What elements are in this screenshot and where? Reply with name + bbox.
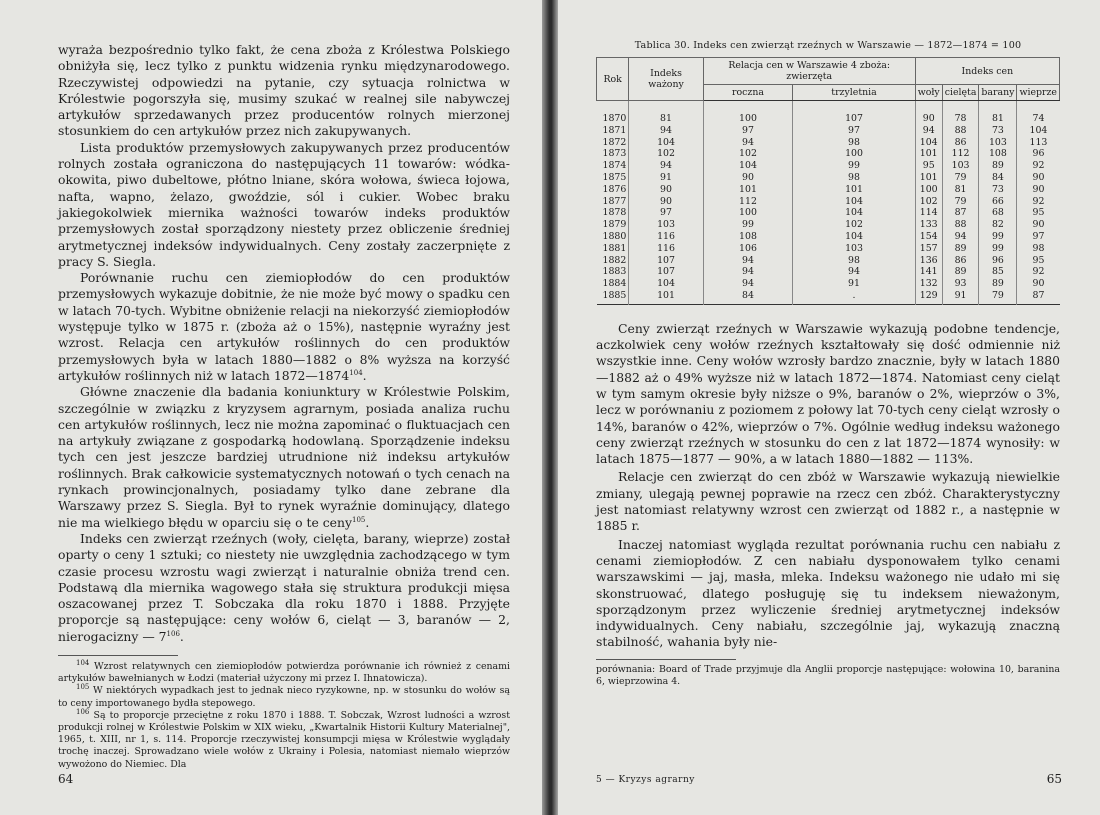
table-row	[597, 278, 1060, 290]
paragraph: Ceny zwierząt rzeźnych w Warszawie wykazują podobne tendencje, aczkolwiek ceny wołów rzeźnych kształtowały się dość odmiennie niż wszystkie inne. Ceny wołów wzrosły bardzo znacznie, były w latach 1880—1882 aż o 49% wyższe niż w latach 1872—1874. Natomiast ceny cieląt w tym samym okresie były niższe o 9%, baranów o 2%, wieprzów o 3%, lecz w porównaniu z poziomem z połowy lat 70-tych ceny cieląt wzrosły o 14%, baranów o 42%, wieprzów o 7%. Ogólnie według indeksu ważonego ceny zwierząt rzeźnych w stosunku do cen z lat 1872—1874 wynosiły: w latach 1875—1877 — 90%, a w latach 1880—1882 — 113%.	[596, 320, 1060, 467]
table-cell: 113	[1017, 137, 1060, 149]
header-woly: woły	[915, 85, 942, 101]
table-cell: 96	[979, 255, 1017, 267]
table-cell: 79	[942, 196, 979, 208]
table-cell: 97	[629, 207, 703, 219]
table-cell: 103	[629, 219, 703, 231]
table-cell: 133	[915, 219, 942, 231]
table-cell: 82	[979, 219, 1017, 231]
table-cell: 94	[942, 231, 979, 243]
table-cell: 129	[915, 290, 942, 304]
table-cell: 103	[793, 243, 915, 255]
table-cell: 94	[703, 137, 793, 149]
table-cell: 104	[703, 160, 793, 172]
table-cell: 78	[942, 101, 979, 125]
table-cell: 97	[703, 125, 793, 137]
table-row	[597, 266, 1060, 278]
table-cell: 1878	[602, 207, 627, 219]
table-cell: 102	[629, 148, 703, 160]
table-cell: 84	[703, 290, 793, 304]
footnote-divider	[596, 659, 736, 660]
table-cell: 108	[703, 231, 793, 243]
header-indeks-cen: Indeks cen	[915, 58, 1059, 85]
table-cell: 104	[793, 231, 915, 243]
table-cell: .	[793, 290, 915, 304]
table-cell: 100	[915, 184, 942, 196]
table-cell: 1880	[602, 230, 627, 242]
table-cell: 114	[915, 207, 942, 219]
table-cell: 91	[629, 172, 703, 184]
paragraph: Indeks cen zwierząt rzeźnych (woły, cielęta, barany, wieprze) został oparty o ceny 1 sztuki; co niestety nie uwzględnia zachodzącego w tym czasie procesu wzrostu wagi zwierząt i naturalnie obniża trend cen. Podstawą dla miernika wagowego stała się struktura produkcji mięsa oszacowanej przez T. Sobczaka dla roku 1870 i 1888. Przyjęte proporcje są następujące: ceny wołów 6, cieląt — 3, baranów — 2, nierogacizny — $7^{106}$.	[58, 530, 510, 644]
header-indeks-wazony: Indeks ważony	[629, 58, 703, 101]
footnotes	[58, 658, 511, 771]
left-page	[0, 0, 542, 815]
table-cell: 94	[629, 125, 703, 137]
price-index-table	[596, 57, 1060, 305]
table-cell: 1882	[602, 254, 627, 266]
table-cell: 101	[703, 184, 793, 196]
table-cell: 106	[703, 243, 793, 255]
table-cell: 98	[1017, 243, 1060, 255]
table-cell: 86	[942, 137, 979, 149]
table-cell: 81	[942, 184, 979, 196]
paragraph: Relacje cen zwierząt do cen zbóż w Warszawie wykazują niewielkie zmiany, ulegają pewnej poprawie na rzecz cen zbóż. Charakterystyczny jest natomiast relatywny wzrost cen zwierząt od 1882 r., a następnie w 1885 r.	[596, 469, 1060, 534]
table-cell: 1877	[602, 195, 627, 207]
table-cell: 66	[979, 196, 1017, 208]
table-cell: 81	[629, 101, 703, 125]
table-cell: 104	[1017, 125, 1060, 137]
table-cell: 102	[703, 148, 793, 160]
table-cell: 101	[915, 172, 942, 184]
table-cell: 102	[915, 196, 942, 208]
table-cell: 102	[793, 219, 915, 231]
table-cell: 101	[915, 148, 942, 160]
signature-mark: 5 — Kryzys agrarny	[596, 775, 695, 785]
table-cell: 97	[1017, 231, 1060, 243]
right-body-text	[596, 321, 1060, 651]
table-cell: 95	[915, 160, 942, 172]
table-title: Tablica 30. Indeks cen zwierząt rzeźnych w Warszawie — 1872—1874 = 100	[634, 40, 1022, 51]
table-cell: 87	[1017, 290, 1060, 304]
table-cell: 104	[629, 278, 703, 290]
table-cell: 107	[629, 266, 703, 278]
table-row	[597, 172, 1060, 184]
table-cell: 98	[793, 172, 915, 184]
table-cell: 92	[1017, 160, 1060, 172]
right-page	[558, 0, 1100, 815]
table-row	[597, 160, 1060, 172]
table-cell: 96	[1017, 148, 1060, 160]
table-row	[597, 231, 1060, 243]
footnote-ref: 106	[166, 629, 180, 638]
table-cell: 99	[979, 231, 1017, 243]
table-cell: 154	[915, 231, 942, 243]
table-cell: 91	[942, 290, 979, 304]
table-row	[597, 219, 1060, 231]
table-cell: 94	[703, 278, 793, 290]
table-cell: 101	[793, 184, 915, 196]
table-cell: 89	[979, 160, 1017, 172]
table-cell: 98	[793, 255, 915, 267]
table-cell: 1881	[602, 242, 627, 254]
table-cell: 74	[1017, 101, 1060, 125]
table-cell: 108	[979, 148, 1017, 160]
table-cell: 89	[979, 278, 1017, 290]
paragraph: Porównanie ruchu cen ziemiopłodów do cen produktów przemysłowych wykazuje dobitnie, że nie może być mowy o spadku cen w latach 70-tych. Wybitne obniżenie relacji na niekorzyść ziemiopłodów występuje tylko w 1875 r. (zboża aż o 15%), następnie wyraźny jest wzrost. Relacja cen artykułów roślinnych do cen produktów przemysłowych była w latach 1880—1882 o 8% wyższa na korzyść artykułów roślinnych niż w latach 1872—1874$^{104}$.	[58, 270, 510, 383]
table-cell: 73	[979, 184, 1017, 196]
table-cell: 99	[793, 160, 915, 172]
table-cell: 116	[629, 231, 703, 243]
table-row	[597, 255, 1060, 267]
table-cell: 94	[629, 160, 703, 172]
table-cell: 112	[703, 196, 793, 208]
table-cell: 79	[942, 172, 979, 184]
table-cell: 94	[793, 266, 915, 278]
table-cell: 1885	[602, 289, 627, 301]
table-cell: 141	[915, 266, 942, 278]
table-cell: 99	[703, 219, 793, 231]
table-cell: 100	[703, 207, 793, 219]
table-cell: 95	[1017, 255, 1060, 267]
table-cell: 1873	[602, 148, 627, 160]
table-cell: 1876	[602, 183, 627, 195]
table-cell: 90	[1017, 219, 1060, 231]
header-trzyletnia: trzyletnia	[793, 85, 915, 101]
table-cell: 90	[1017, 278, 1060, 290]
table-cell: 104	[793, 196, 915, 208]
table-row	[597, 125, 1060, 137]
paragraph: Lista produktów przemysłowych zakupywanych przez producentów rolnych została ograniczona do następujących 11 towarów: wódka-okowita, piwo dubeltowe, płótno lniane, skóra wołowa, świeca łojowa, nafta, wapno, żelazo, gwoździe, sól i cukier. Wobec braku jakiegokolwiek miernika ważności towarów indeks produktów przemysłowych został sporządzony niestety przez obliczenie średniej arytmetycznej indeksów indywidualnych. Ceny zostały zaczerpnięte z pracy S. Siegla.	[58, 139, 510, 269]
table-cell: 136	[915, 255, 942, 267]
paragraph: Główne znaczenie dla badania koniunktury w Królestwie Polskim, szczególnie w związku z kryzysem agrarnym, posiada analiza ruchu cen artykułów roślinnych, lecz nie można zapominać o fluktuacjach cen na artykuły związane z gospodarką hodowlaną. Sporządzenie indeksu tych cen jest jeszcze bardziej utrudnione niż indeksu artykułów roślinnych. Brak całkowicie systematycznych notowań o tych cenach na rynkach prowincjonalnych, posiadamy tylko dane zebrane dla Warszawy przez S. Siegla. Był to rynek wyraźnie dominujący, dlatego nie ma wielkiego błędu w oparciu się o te ceny$^{105}$.	[58, 384, 510, 530]
table-cell: 112	[942, 148, 979, 160]
table-cell: 90	[1017, 184, 1060, 196]
table-cell: 92	[1017, 266, 1060, 278]
table-body	[597, 101, 1060, 305]
table-row	[597, 137, 1060, 149]
footnote-ref: 104	[349, 368, 363, 377]
table-row	[597, 196, 1060, 208]
table-cell: 92	[1017, 196, 1060, 208]
table-cell: 88	[942, 125, 979, 137]
table-row	[597, 101, 1060, 125]
table-cell: 90	[1017, 172, 1060, 184]
table-cell: 90	[629, 196, 703, 208]
table-cell: 90	[915, 101, 942, 125]
book-gutter	[542, 0, 558, 815]
header-rok: Rok	[597, 58, 629, 101]
table-cell: 87	[942, 207, 979, 219]
table-cell: 1875	[602, 171, 627, 183]
page-number: 64	[58, 772, 74, 786]
table-cell: 98	[793, 137, 915, 149]
table-cell: 1879	[602, 219, 627, 231]
table-cell: 93	[942, 278, 979, 290]
paragraph: wyraża bezpośrednio tylko fakt, że cena zboża z Królestwa Polskiego obniżyła się, lecz tylko z punktu widzenia rynku międzynarodowego. Rzeczywistej odpowiedzi na pytanie, czy sytuacja rolnictwa w Królestwie pogorszyła się, musimy szukać w realnej sile nabywczej artykułów sprzedawanych przez producentów rolnych mierzonej stosunkiem do cen artykułów przez nich zakupywanych.	[58, 42, 510, 139]
table-cell: 1874	[602, 160, 627, 172]
page-number: 65	[1046, 772, 1062, 786]
table-cell: 1872	[602, 136, 627, 148]
table-cell: 84	[979, 172, 1017, 184]
left-body-text	[58, 42, 510, 645]
table-row	[597, 148, 1060, 160]
table-cell: 89	[942, 266, 979, 278]
table-cell: 132	[915, 278, 942, 290]
table-cell: 103	[979, 137, 1017, 149]
table-row	[597, 207, 1060, 219]
header-wieprze: wieprze	[1017, 85, 1060, 101]
footnote: $^{104}$ Wzrost relatywnych cen ziemiopłodów potwierdza porównanie ich również z cenami artykułów bawełnianych w Łodzi (materiał użyczony mi przez I. Ihnatowicza).	[58, 658, 511, 685]
table-cell: 116	[629, 243, 703, 255]
table-cell: 101	[629, 290, 703, 304]
footnote: porównania: Board of Trade przyjmuje dla Anglii proporcje następujące: wołowina 10, baranina 6, wieprzowina 4.	[596, 663, 1060, 687]
header-barany: barany	[979, 85, 1017, 101]
table-cell: 86	[942, 255, 979, 267]
table-cell: 94	[915, 125, 942, 137]
table-cell: 91	[793, 278, 915, 290]
table-row	[597, 184, 1060, 196]
footnote-ref: 105	[351, 515, 366, 524]
table-cell: 1871	[602, 124, 627, 136]
table-cell: 103	[942, 160, 979, 172]
table-cell: 99	[979, 243, 1017, 255]
table-cell: 104	[629, 137, 703, 149]
table-row	[597, 243, 1060, 255]
table-cell: 81	[979, 101, 1017, 125]
table-cell: 107	[629, 255, 703, 267]
table-cell: 107	[793, 101, 915, 125]
table-cell: 73	[979, 125, 1017, 137]
table-cell: 95	[1017, 207, 1060, 219]
paragraph: Inaczej natomiast wygląda rezultat porównania ruchu cen nabiału z cenami ziemiopłodów. Z cen nabiału dysponowałem tylko cenami warszawskimi — jaj, masła, mleka. Indeksu ważonego nie udało mi się skonstruować, dlatego posługuję się tu indeksem nieważonym, sporządzonym przez wyliczenie średniej arytmetycznej indeksów indywidualnych. Ceny nabiału, szczególnie jaj, wykazują znaczną stabilność, wahania były nie-	[596, 536, 1060, 650]
table-cell: 94	[703, 255, 793, 267]
table-cell: 79	[979, 290, 1017, 304]
table-cell: 90	[629, 184, 703, 196]
table-cell: 1883	[602, 266, 627, 278]
table-cell: 88	[942, 219, 979, 231]
table-cell: 85	[979, 266, 1017, 278]
header-cieleta: cielęta	[942, 85, 979, 101]
table-cell: 104	[915, 137, 942, 149]
table-cell: 104	[793, 207, 915, 219]
header-relacja: Relacja cen w Warszawie 4 zboża: zwierzęta	[703, 58, 915, 85]
header-roczna: roczna	[703, 85, 793, 101]
table-cell: 97	[793, 125, 915, 137]
table-row	[597, 290, 1060, 304]
table-cell: 68	[979, 207, 1017, 219]
table-cell: 90	[703, 172, 793, 184]
table-cell: 100	[703, 101, 793, 125]
table-cell: 1884	[602, 278, 627, 290]
footnote-divider	[58, 655, 178, 656]
table-cell: 157	[915, 243, 942, 255]
table-cell: 94	[703, 266, 793, 278]
table-cell: 100	[793, 148, 915, 160]
table-cell: 1870	[602, 113, 627, 124]
table-cell: 89	[942, 243, 979, 255]
footnote: $^{105}$ W niektórych wypadkach jest to jednak nieco ryzykowne, np. w stosunku do wołów są to ceny importowanego bydła stepowego.	[58, 683, 510, 709]
footnote: $^{106}$ Są to proporcje przeciętne z roku 1870 i 1888. T. Sobczak, Wzrost ludności a wzrost produkcji rolnej w Królestwie Polskim w XIX wieku, „Kwartalnik Historii Kultury Materialnej", 1965, t. XIII, nr 1, s. 114. Proporcje rzeczywistej konsumpcji mięsa w Królestwie wyglądały trochę inaczej. Sprowadzano wiele wołów z Ukrainy i Polesia, natomiast niemało wieprzów wywożono do Niemiec. Dla	[58, 707, 510, 770]
